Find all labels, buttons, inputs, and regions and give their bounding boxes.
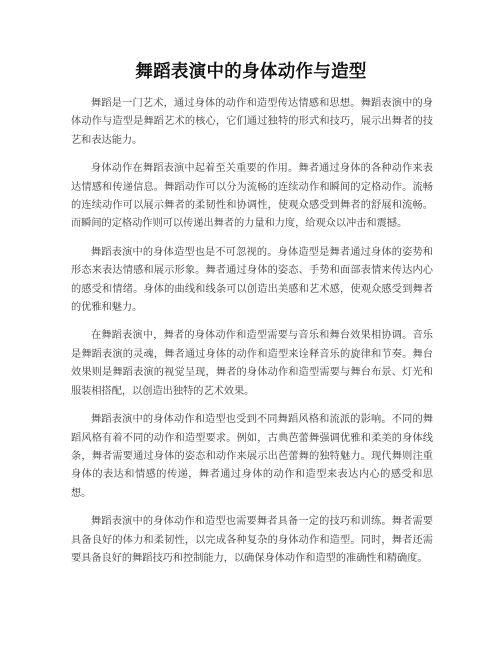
paragraph-2: 身体动作在舞蹈表演中起着至关重要的作用。舞者通过身体的各种动作来表达情感和传递信息。舞蹈动作可以分为流畅的连续动作和瞬间的定格动作。流畅的连续动作可以展示舞者的柔韧性和协调性，使观众感受到舞者的舒展和流畅。而瞬间的定格动作则可以传递出舞者的力量和力度，给观众以冲击和震撼。 bbox=[71, 163, 433, 230]
paragraph-1: 舞蹈是一门艺术，通过身体的动作和造型传达情感和思想。舞蹈表演中的身体动作与造型是舞蹈艺术的核心，它们通过独特的形式和技巧，展示出舞者的技艺和表达能力。 bbox=[71, 98, 433, 146]
paragraph-5: 舞蹈表演中的身体动作和造型也受到不同舞蹈风格和流派的影响。不同的舞蹈风格有着不同的动作和造型要求。例如，古典芭蕾舞强调优雅和柔美的身体线条，舞者需要通过身体的姿态和动作来展示出芭蕾舞的独特魅力。现代舞则注重身体的表达和情感的传递，舞者通过身体的动作和造型来表达内心的感受和思想。 bbox=[71, 414, 433, 499]
paragraph-4: 在舞蹈表演中，舞者的身体动作和造型需要与音乐和舞台效果相协调。音乐是舞蹈表演的灵魂，舞者通过身体的动作和造型来诠释音乐的旋律和节奏。舞台效果则是舞蹈表演的视觉呈现，舞者的身体动作和造型需要与舞台布景、灯光和服装相搭配，以创造出独特的艺术效果。 bbox=[71, 330, 433, 397]
paragraph-3: 舞蹈表演中的身体造型也是不可忽视的。身体造型是舞者通过身体的姿势和形态来表达情感和展示形象。舞者通过身体的姿态、手势和面部表情来传达内心的感受和情绪。身体的曲线和线条可以创造出美感和艺术感，使观众感受到舞者的优雅和魅力。 bbox=[71, 246, 433, 314]
document-title: 舞蹈表演中的身体动作与造型 bbox=[135, 62, 367, 82]
paragraph-6: 舞蹈表演中的身体动作和造型也需要舞者具备一定的技巧和训练。舞者需要具备良好的体力和柔韧性，以完成各种复杂的身体动作和造型。同时，舞者还需要具备良好的舞蹈技巧和控制能力，以确保身体动作和造型的准确性和精确度。 bbox=[71, 516, 433, 564]
document-body bbox=[71, 95, 433, 578]
